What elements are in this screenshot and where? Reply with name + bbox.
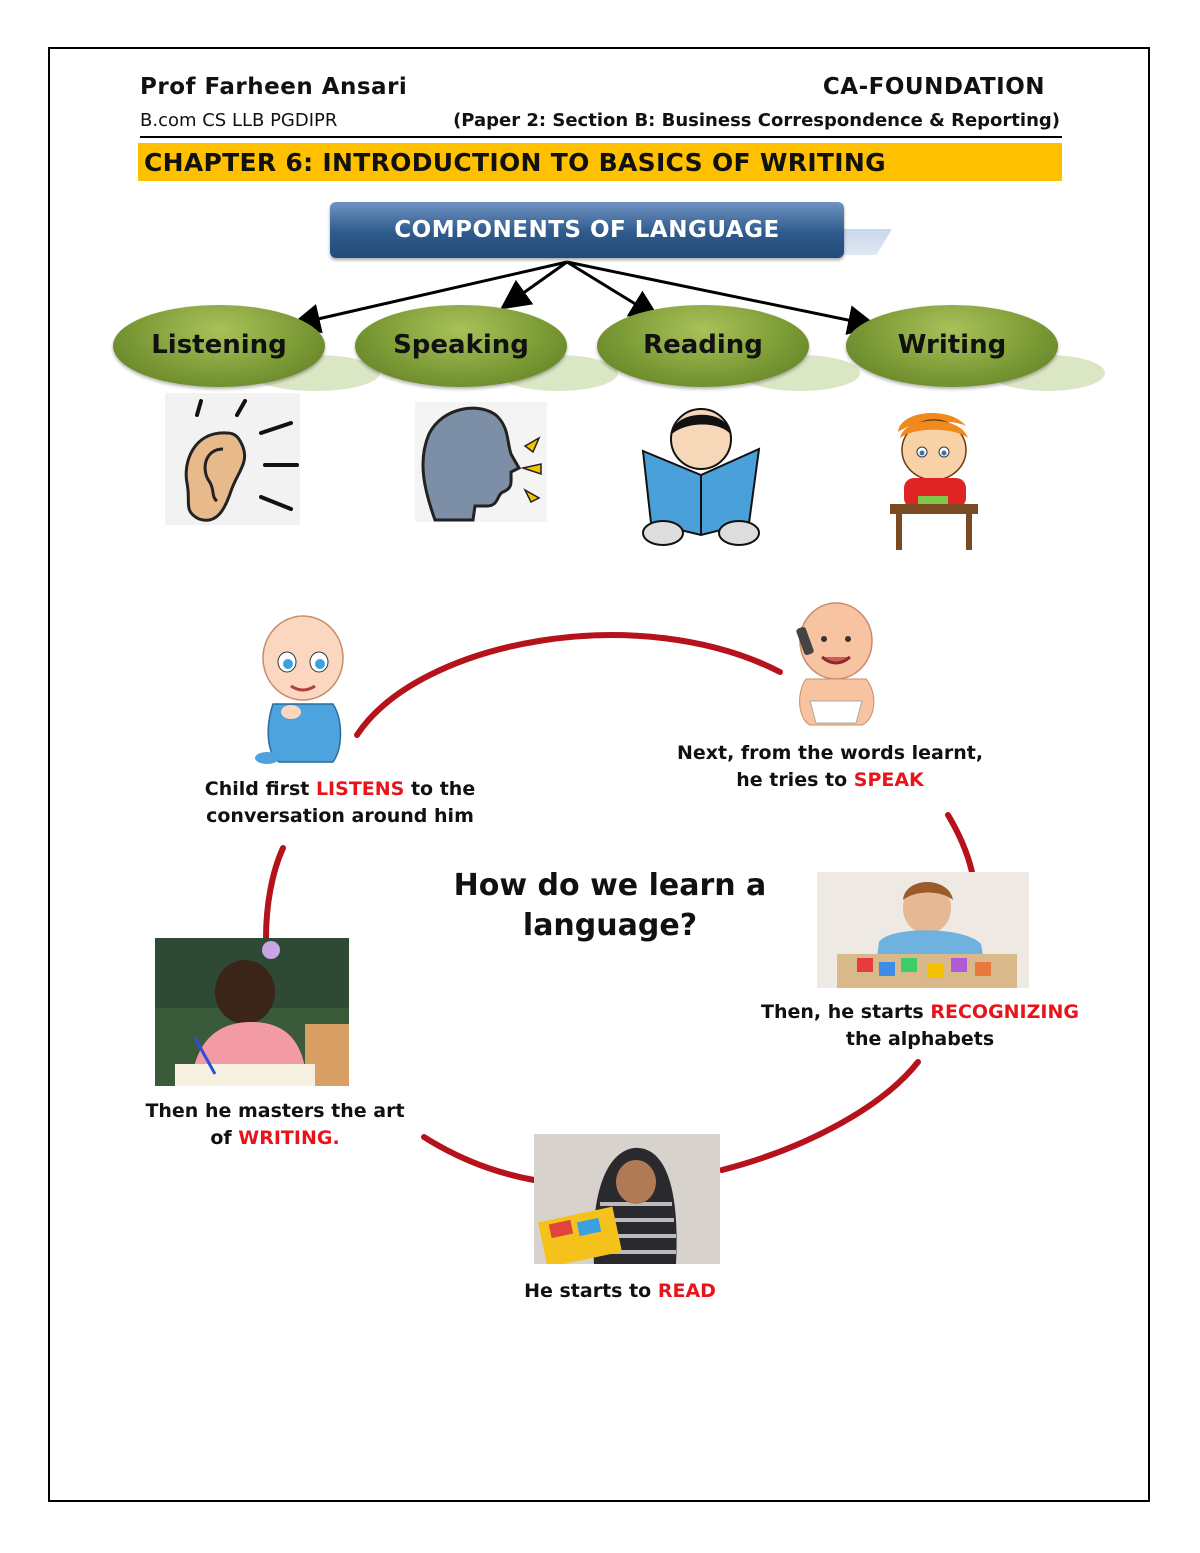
arc-read-to-write (424, 1137, 534, 1180)
step-listen-caption: Child first LISTENS to the conversation around him (204, 778, 476, 827)
paper-subtitle: (Paper 2: Section B: Business Correspondence & Reporting) (453, 110, 1060, 131)
baby-speaking-image (790, 597, 882, 727)
step-speak-caption: Next, from the words learnt, he tries to SPEAK (676, 742, 984, 791)
highlight-listens: LISTENS (315, 778, 405, 800)
arc-speak-to-recognize (948, 815, 972, 872)
cycle-question: How do we learn a language? (453, 868, 767, 943)
highlight-read: READ (657, 1280, 716, 1302)
step-recognize-caption: Then, he starts RECOGNIZING the alphabets (761, 1001, 1079, 1050)
components-arrows (0, 0, 1200, 340)
component-writing: Writing (846, 305, 1058, 387)
child-writing-photo (155, 938, 349, 1086)
highlight-recognizing: RECOGNIZING (930, 1001, 1079, 1023)
baby-listening-image (255, 608, 351, 765)
components-title: COMPONENTS OF LANGUAGE (330, 202, 844, 258)
arc-listen-to-speak (357, 635, 780, 735)
arc-write-to-listen (266, 848, 283, 938)
component-reading: Reading (597, 305, 809, 387)
ear-icon (165, 393, 300, 525)
reading-child-icon (637, 405, 765, 550)
speaking-head-icon (415, 402, 547, 522)
writing-child-icon (890, 408, 978, 550)
highlight-writing: WRITING. (238, 1127, 340, 1149)
highlight-speak: SPEAK (853, 769, 924, 791)
component-speaking: Speaking (355, 305, 567, 387)
author-qualifications: B.com CS LLB PGDIPR (140, 110, 338, 131)
chapter-title: CHAPTER 6: INTRODUCTION TO BASICS OF WRITING (138, 143, 1062, 181)
arc-recognize-to-read (722, 1062, 918, 1170)
step-write-caption: Then he masters the art of WRITING. (145, 1100, 405, 1149)
child-recognizing-photo (817, 872, 1029, 988)
author-name: Prof Farheen Ansari (140, 74, 408, 100)
step-read-caption: He starts to READ (524, 1280, 716, 1302)
course-title: CA-FOUNDATION (822, 74, 1045, 100)
component-listening: Listening (113, 305, 325, 387)
child-reading-photo (534, 1134, 720, 1264)
